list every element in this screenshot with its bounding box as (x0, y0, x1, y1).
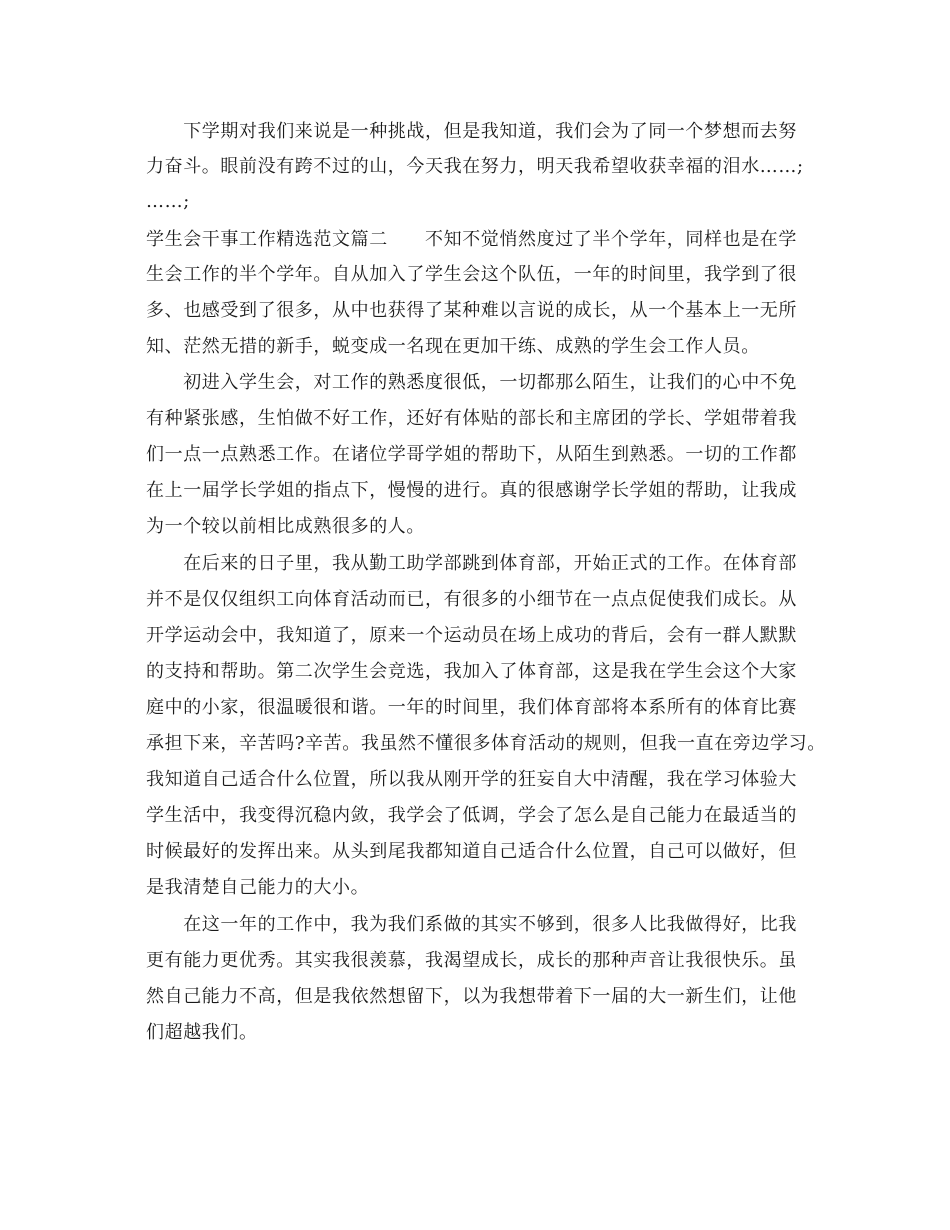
text-line: 在后来的日子里，我从勤工助学部跳到体育部，开始正式的工作。在体育部 (146, 553, 797, 574)
text-line: 的支持和帮助。第二次学生会竞选，我加入了体育部，这是我在学生会这个大家 (146, 661, 797, 682)
text-line: 学生活中，我变得沉稳内敛，我学会了低调，学会了怎么是自己能力在最适当的 (146, 805, 797, 826)
text-line: 学生会干事工作精选范文篇二 不知不觉悄然度过了半个学年，同样也是在学 (146, 229, 797, 250)
text-line: 承担下来，辛苦吗?辛苦。我虽然不懂很多体育活动的规则，但我一直在旁边学习。 (146, 733, 826, 754)
text-line: 然自己能力不高，但是我依然想留下，以为我想带着下一届的大一新生们，让他 (146, 986, 797, 1007)
text-line: 为一个较以前相比成熟很多的人。 (146, 516, 425, 537)
text-line: 在这一年的工作中，我为我们系做的其实不够到，很多人比我做得好，比我 (146, 914, 797, 935)
text-line: 们超越我们。 (146, 1022, 258, 1043)
text-line: 知、茫然无措的新手，蜕变成一名现在更加干练、成熟的学生会工作人员。 (146, 336, 760, 357)
text-line: 们一点一点熟悉工作。在诸位学哥学姐的帮助下，从陌生到熟悉。一切的工作都 (146, 444, 797, 465)
text-line: 力奋斗。眼前没有跨不过的山，今天我在努力，明天我希望收获幸福的泪水……; (146, 156, 804, 177)
text-line: 生会工作的半个学年。自从加入了学生会这个队伍，一年的时间里，我学到了很 (146, 264, 797, 285)
text-line: 在上一届学长学姐的指点下，慢慢的进行。真的很感谢学长学姐的帮助，让我成 (146, 480, 797, 501)
text-line: ……; (146, 191, 190, 212)
text-line: 我知道自己适合什么位置，所以我从刚开学的狂妄自大中清醒，我在学习体验大 (146, 769, 797, 790)
text-line: 时候最好的发挥出来。从头到尾我都知道自己适合什么位置，自己可以做好，但 (146, 841, 797, 862)
text-line: 有种紧张感，生怕做不好工作，还好有体贴的部长和主席团的学长、学姐带着我 (146, 408, 797, 429)
text-line: 并不是仅仅组织工向体育活动而已，有很多的小细节在一点点促使我们成长。从 (146, 589, 797, 610)
text-line: 下学期对我们来说是一种挑战，但是我知道，我们会为了同一个梦想而去努 (146, 121, 797, 142)
text-line: 是我清楚自己能力的大小。 (146, 877, 370, 898)
text-line: 多、也感受到了很多，从中也获得了某种难以言说的成长，从一个基本上一无所 (146, 300, 797, 321)
text-line: 开学运动会中，我知道了，原来一个运动员在场上成功的背后，会有一群人默默 (146, 625, 797, 646)
text-line: 初进入学生会，对工作的熟悉度很低，一切都那么陌生，让我们的心中不免 (146, 372, 797, 393)
text-line: 庭中的小家，很温暖很和谐。一年的时间里，我们体育部将本系所有的体育比赛 (146, 697, 797, 718)
text-line: 更有能力更优秀。其实我很羡慕，我渴望成长，成长的那种声音让我很快乐。虽 (146, 950, 797, 971)
